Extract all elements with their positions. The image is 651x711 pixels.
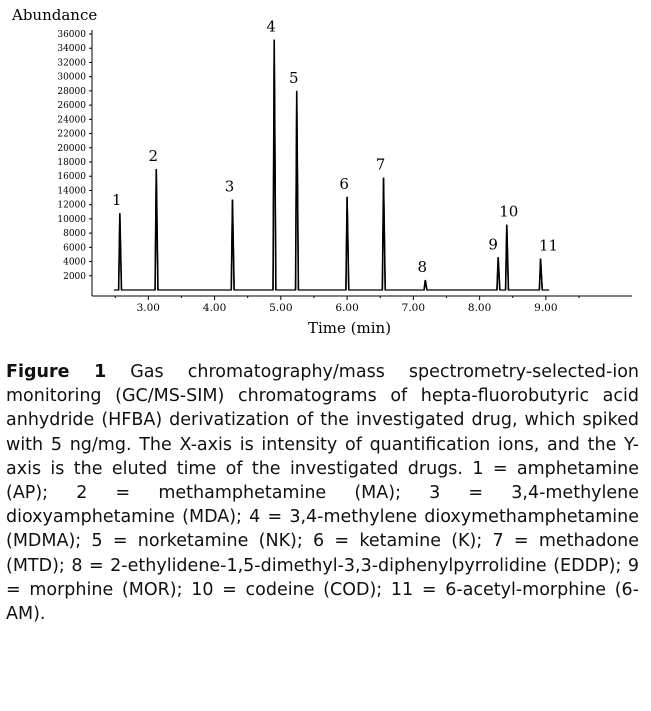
x-tick-label: 8.00 (467, 302, 492, 314)
chromatogram-line (114, 40, 549, 290)
peak-label-4: 4 (266, 17, 276, 36)
figure-caption-text: Gas chromatography/mass spectrometry-selected-ion monitoring (GC/MS-SIM) chromatograms of hepta-fluorobutyric acid anhydride (HFBA) derivatization of the investigated drug, which spiked with 5 ng/mg. The X-axis is intensity of quantification ions, and the Y-axis is the eluted time of the investigated drugs. 1 = amphetamine (AP); 2 = methamphetamine (MA); 3 = 3,4-methylene dioxyamphetamine (MDA); 4 = 3,4-methylene dioxymethamphetamine (MDMA); 5 = norketamine (NK); 6 = ketamine (K); 7 = methadone (MTD); 8 = 2-ethylidene-1,5-dimethyl-3,3-diphenylpyrrolidine (EDDP); 9 = morphine (MOR); 10 = codeine (COD); 11 = 6-acetyl-morphine (6-AM). (6, 362, 639, 625)
y-tick-label: 14000 (57, 186, 86, 197)
peak-7 (382, 178, 385, 290)
y-tick-label: 16000 (57, 172, 86, 183)
peak-label-3: 3 (224, 177, 235, 196)
peak-4 (273, 40, 276, 290)
y-tick-label: 12000 (57, 200, 86, 211)
y-tick-label: 26000 (57, 101, 86, 112)
x-tick-label: 5.00 (269, 302, 293, 314)
x-tick-label: 3.00 (136, 302, 161, 314)
peak-label-5: 5 (288, 68, 299, 87)
y-tick-label: 4000 (63, 257, 86, 268)
x-axis-label: Time (min) (308, 319, 392, 337)
x-tick-label: 9.00 (534, 302, 558, 314)
peak-label-10: 10 (499, 202, 519, 221)
peak-labels (112, 18, 558, 276)
chromatogram-chart (0, 0, 651, 345)
y-tick-label: 24000 (57, 115, 86, 126)
peak-11 (539, 259, 542, 290)
peak-10 (506, 225, 509, 290)
x-tick-label: 7.00 (401, 302, 426, 314)
chromatogram-trace (114, 40, 549, 290)
peak-label-1: 1 (112, 191, 122, 210)
peak-3 (231, 200, 234, 290)
axes (92, 30, 632, 296)
y-tick-label: 30000 (57, 72, 86, 83)
y-tick-label: 10000 (57, 214, 86, 225)
peak-1 (119, 213, 122, 290)
peak-label-7: 7 (375, 155, 386, 174)
peak-2 (155, 169, 158, 290)
y-tick-label: 34000 (57, 44, 86, 55)
peak-label-9: 9 (488, 235, 498, 254)
y-tick-label: 6000 (63, 243, 86, 254)
peak-label-6: 6 (339, 174, 349, 193)
peak-8 (424, 280, 427, 290)
y-tick-label: 32000 (57, 58, 86, 69)
y-tick-label: 18000 (57, 158, 86, 168)
y-tick-label: 20000 (57, 143, 86, 154)
y-tick-label: 8000 (63, 229, 86, 240)
x-tick-label: 4.00 (202, 302, 227, 314)
figure-caption (6, 360, 639, 626)
peak-5 (296, 91, 299, 290)
y-tick-label: 2000 (63, 271, 86, 282)
y-axis-label: Abundance (12, 6, 98, 24)
peak-label-2: 2 (148, 147, 159, 166)
x-tick-label: 6.00 (335, 302, 359, 314)
peak-label-8: 8 (417, 258, 428, 277)
y-tick-label: 36000 (57, 30, 86, 40)
peak-9 (497, 257, 500, 290)
peak-label-11: 11 (539, 236, 559, 255)
y-tick-label: 28000 (57, 86, 86, 97)
peak-6 (346, 197, 349, 290)
tick-labels (57, 30, 579, 314)
figure-label: Figure 1 (6, 362, 107, 382)
y-tick-label: 22000 (57, 129, 86, 140)
